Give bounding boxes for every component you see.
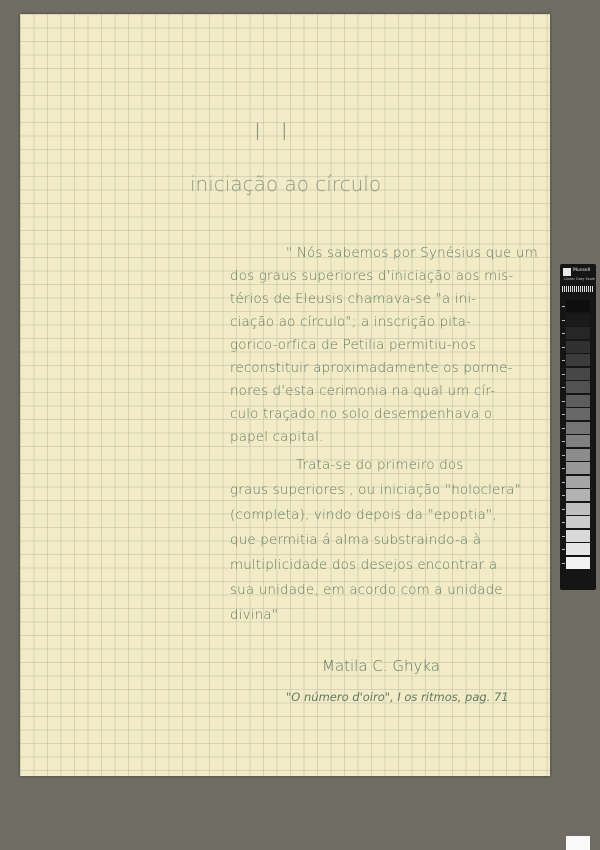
gray-swatch: [566, 557, 590, 569]
gray-scale-tick: [562, 387, 565, 388]
quote-line: ciação ao círculo"; a inscrição pita-: [230, 315, 472, 330]
gray-swatch: [566, 381, 590, 393]
quote-line: gorico-orfica de Petilia permitiu-nos: [230, 338, 477, 353]
gray-scale-tick: [562, 455, 565, 456]
gray-scale-target: [560, 264, 596, 590]
gray-scale-ruler: [562, 286, 594, 292]
gray-swatch: [566, 368, 590, 380]
gray-swatch: [566, 314, 590, 326]
gray-scale-title: Linear Gray Scale: [564, 277, 595, 281]
gray-scale-tick: [562, 441, 565, 442]
gray-swatch: [566, 543, 590, 555]
munsell-logo-icon: [563, 268, 571, 276]
gray-swatch: [566, 422, 590, 434]
gray-scale-tick: [562, 374, 565, 375]
gray-scale-tick: [562, 401, 565, 402]
chapter-numeral: I I: [254, 118, 294, 146]
gray-swatch: [566, 462, 590, 474]
quote-line: " Nós sabemos por Synésius que um: [286, 246, 538, 261]
author-signature: Matila C. Ghyka: [322, 657, 440, 675]
gray-scale-tick: [562, 347, 565, 348]
gray-swatch: [566, 530, 590, 542]
gray-swatch: [566, 327, 590, 339]
gray-scale-tick: [562, 522, 565, 523]
gray-swatch: [566, 300, 590, 312]
quote-line: papel capital.: [230, 430, 324, 445]
gray-swatch: [566, 395, 590, 407]
gray-scale-tick: [562, 360, 565, 361]
quote-line: multiplicidade dos desejos encontrar a: [230, 558, 498, 573]
gray-scale-tick: [562, 549, 565, 550]
source-citation: "O número d'oiro", I os ritmos, pag. 71: [286, 690, 509, 704]
gray-swatch: [566, 449, 590, 461]
quote-line: dos graus superiores d'iniciação aos mis-: [230, 269, 514, 284]
chapter-title: iniciação ao círculo: [190, 172, 382, 196]
gray-swatch: [566, 476, 590, 488]
gray-scale-tick: [562, 428, 565, 429]
gray-scale-tick: [562, 563, 565, 564]
gray-scale-brand: Munsell: [573, 268, 591, 273]
gray-scale-tick: [562, 414, 565, 415]
gray-scale-tick: [562, 536, 565, 537]
quote-line: sua unidade, em acordo com a unidade: [230, 583, 503, 598]
gray-scale-tick: [562, 482, 565, 483]
gray-scale-tick: [562, 495, 565, 496]
gray-scale-tick: [562, 509, 565, 510]
gray-swatch: [566, 341, 590, 353]
gray-swatch: [566, 503, 590, 515]
quote-line: nores d'esta cerimonia na qual um cír-: [230, 384, 496, 399]
gray-swatch: [566, 435, 590, 447]
gray-scale-tick: [562, 468, 565, 469]
gray-swatch: [566, 516, 590, 528]
quote-line: (completa), vindo depois da "epoptia",: [230, 508, 497, 523]
gray-swatch: [566, 489, 590, 501]
quote-line: que permitia á alma substraindo-a à: [230, 533, 482, 548]
gray-scale-white-patch: [566, 836, 590, 850]
quote-line: culo traçado no solo desempenhava o: [230, 407, 493, 422]
document-page: [20, 14, 550, 776]
quote-line: térios de Eleusis chamava-se "a ini-: [230, 292, 477, 307]
gray-scale-tick: [562, 320, 565, 321]
gray-scale-tick: [562, 333, 565, 334]
gray-swatch: [566, 354, 590, 366]
quote-line: Trata-se do primeiro dos: [296, 458, 464, 473]
gray-scale-tick: [562, 306, 565, 307]
gray-swatch: [566, 408, 590, 420]
quote-line: graus superiores , ou iniciação "holoclera": [230, 483, 521, 498]
quote-line: reconstituir aproximadamente os porme-: [230, 361, 513, 376]
quote-line: divina": [230, 608, 279, 623]
